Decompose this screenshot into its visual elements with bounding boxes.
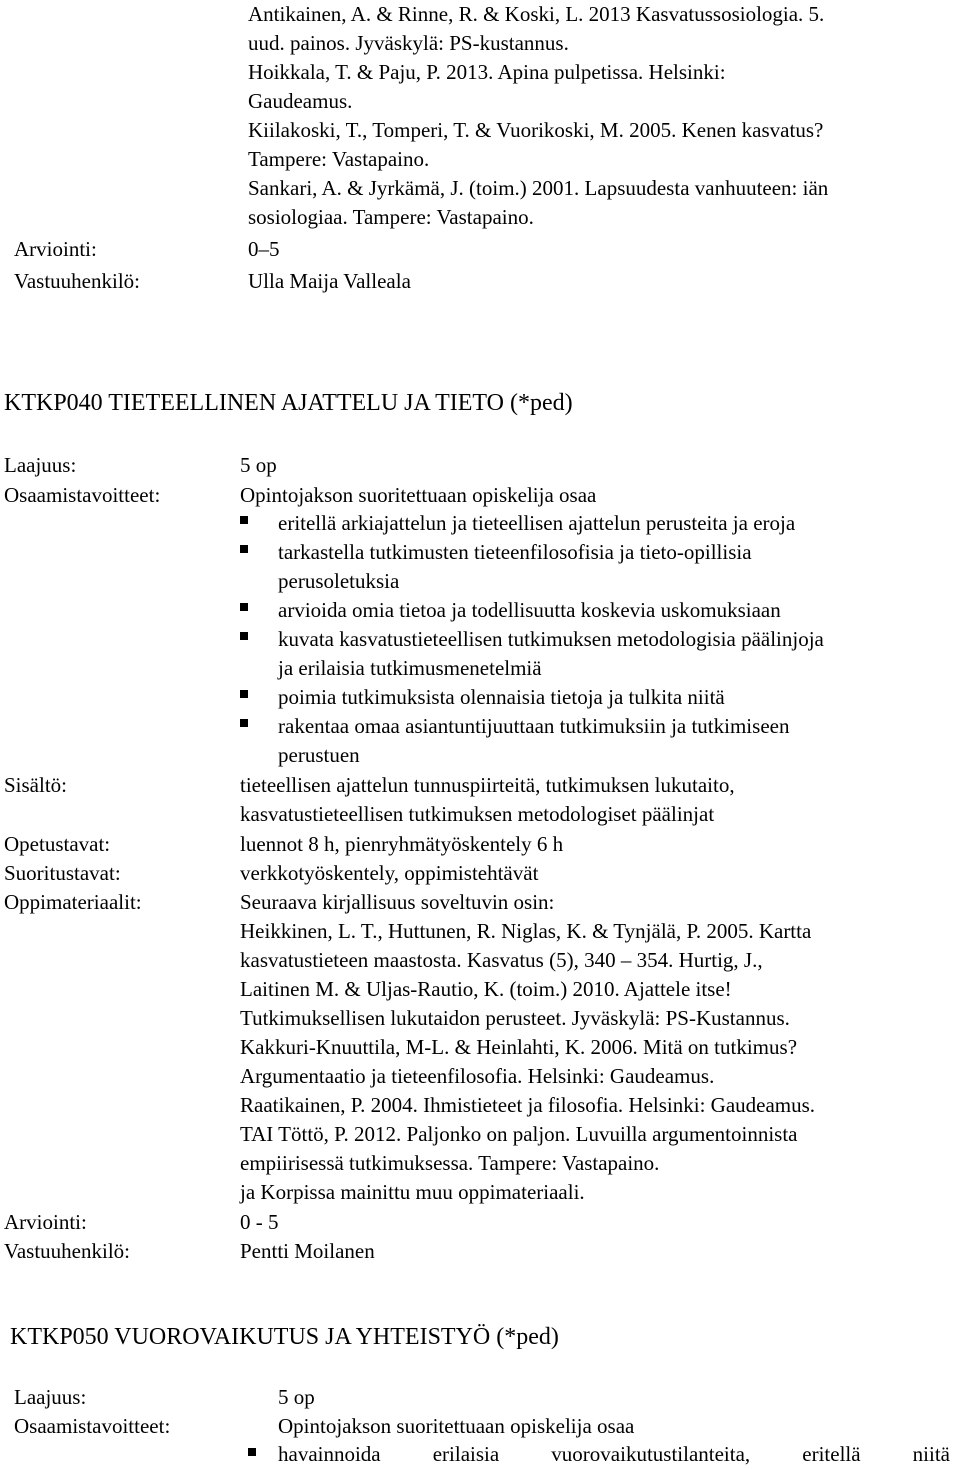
sisalto-label: Sisältö:: [4, 773, 68, 797]
osaamistavoitteet-intro: Opintojakson suoritettuaan opiskelija osaa: [278, 1414, 635, 1438]
reference-line: Gaudeamus.: [248, 89, 353, 113]
material-line: kasvatustieteen maastosta. Kasvatus (5), 340 – 354. Hurtig, J.,: [240, 948, 763, 972]
osaamistavoitteet-label: Osaamistavoitteet:: [4, 483, 161, 507]
bullet-icon: [240, 516, 248, 524]
arviointi-label: Arviointi:: [14, 237, 97, 261]
reference-line: Antikainen, A. & Rinne, R. & Koski, L. 2013 Kasvatussosiologia. 5.: [248, 2, 825, 26]
suoritustavat-label: Suoritustavat:: [4, 861, 121, 885]
course-title: KTKP050 VUOROVAIKUTUS JA YHTEISTYÖ (*ped): [10, 1324, 559, 1350]
material-line: Tutkimuksellisen lukutaidon perusteet. Jyväskylä: PS-Kustannus.: [240, 1006, 790, 1030]
vastuuhenkilo-value: Ulla Maija Valleala: [248, 269, 411, 293]
material-line: Laitinen M. & Uljas-Rautio, K. (toim.) 2010. Ajattele itse!: [240, 977, 732, 1001]
suoritustavat-value: verkkotyöskentely, oppimistehtävät: [240, 861, 539, 885]
list-item: arvioida omia tietoa ja todellisuutta koskevia uskomuksiaan: [278, 598, 781, 622]
list-item: rakentaa omaa asiantuntijuuttaan tutkimuksiin ja tutkimiseen: [278, 714, 790, 738]
arviointi-value: 0–5: [248, 237, 280, 261]
laajuus-value: 5 op: [240, 453, 277, 477]
osaamistavoitteet-intro: Opintojakson suoritettuaan opiskelija osaa: [240, 483, 597, 507]
list-item: kuvata kasvatustieteellisen tutkimuksen metodologisia päälinjoja: [278, 627, 824, 651]
laajuus-label: Laajuus:: [4, 453, 77, 477]
arviointi-label: Arviointi:: [4, 1210, 87, 1234]
reference-line: uud. painos. Jyväskylä: PS-kustannus.: [248, 31, 569, 55]
bullet-icon: [240, 603, 248, 611]
laajuus-value: 5 op: [278, 1385, 315, 1409]
bullet-icon: [240, 632, 248, 640]
vastuuhenkilo-label: Vastuuhenkilö:: [4, 1239, 130, 1263]
bullet-icon: [240, 690, 248, 698]
material-line: Kakkuri-Knuuttila, M-L. & Heinlahti, K. 2006. Mitä on tutkimus?: [240, 1035, 798, 1059]
material-line: empiirisessä tutkimuksessa. Tampere: Vastapaino.: [240, 1151, 660, 1175]
laajuus-label: Laajuus:: [14, 1385, 87, 1409]
opetustavat-value: luennot 8 h, pienryhmätyöskentely 6 h: [240, 832, 564, 856]
bullet-icon: [248, 1448, 256, 1456]
material-line: Raatikainen, P. 2004. Ihmistieteet ja filosofia. Helsinki: Gaudeamus.: [240, 1093, 816, 1117]
course-title: KTKP040 TIETEELLINEN AJATTELU JA TIETO (*ped): [4, 390, 573, 416]
list-item: havainnoida erilaisia vuorovaikutustilanteita, eritellä niitä: [278, 1442, 950, 1466]
sisalto-line: kasvatustieteellisen tutkimuksen metodologiset päälinjat: [240, 802, 715, 826]
vastuuhenkilo-label: Vastuuhenkilö:: [14, 269, 140, 293]
opetustavat-label: Opetustavat:: [4, 832, 111, 856]
reference-line: Hoikkala, T. & Paju, P. 2013. Apina pulpetissa. Helsinki:: [248, 60, 726, 84]
reference-line: Sankari, A. & Jyrkämä, J. (toim.) 2001. Lapsuudesta vanhuuteen: iän: [248, 176, 829, 200]
reference-line: Kiilakoski, T., Tomperi, T. & Vuorikoski, M. 2005. Kenen kasvatus?: [248, 118, 824, 142]
vastuuhenkilo-value: Pentti Moilanen: [240, 1239, 375, 1263]
bullet-icon: [240, 545, 248, 553]
list-item-continuation: ja erilaisia tutkimusmenetelmiä: [278, 656, 542, 680]
bullet-icon: [240, 719, 248, 727]
material-line: Argumentaatio ja tieteenfilosofia. Helsinki: Gaudeamus.: [240, 1064, 715, 1088]
material-line: ja Korpissa mainittu muu oppimateriaali.: [240, 1180, 585, 1204]
reference-line: sosiologiaa. Tampere: Vastapaino.: [248, 205, 534, 229]
osaamistavoitteet-label: Osaamistavoitteet:: [14, 1414, 171, 1438]
arviointi-value: 0 - 5: [240, 1210, 279, 1234]
material-line: TAI Töttö, P. 2012. Paljonko on paljon. Luvuilla argumentoinnista: [240, 1122, 798, 1146]
material-line: Heikkinen, L. T., Huttunen, R. Niglas, K. & Tynjälä, P. 2005. Kartta: [240, 919, 812, 943]
oppimateriaalit-label: Oppimateriaalit:: [4, 890, 142, 914]
list-item-continuation: perusoletuksia: [278, 569, 400, 593]
list-item: eritellä arkiajattelun ja tieteellisen ajattelun perusteita ja eroja: [278, 511, 796, 535]
sisalto-line: tieteellisen ajattelun tunnuspiirteitä, tutkimuksen lukutaito,: [240, 773, 735, 797]
list-item: tarkastella tutkimusten tieteenfilosofisia ja tieto-opillisia: [278, 540, 752, 564]
material-line: Seuraava kirjallisuus soveltuvin osin:: [240, 890, 555, 914]
reference-line: Tampere: Vastapaino.: [248, 147, 430, 171]
list-item-continuation: perustuen: [278, 743, 360, 767]
list-item: poimia tutkimuksista olennaisia tietoja ja tulkita niitä: [278, 685, 725, 709]
